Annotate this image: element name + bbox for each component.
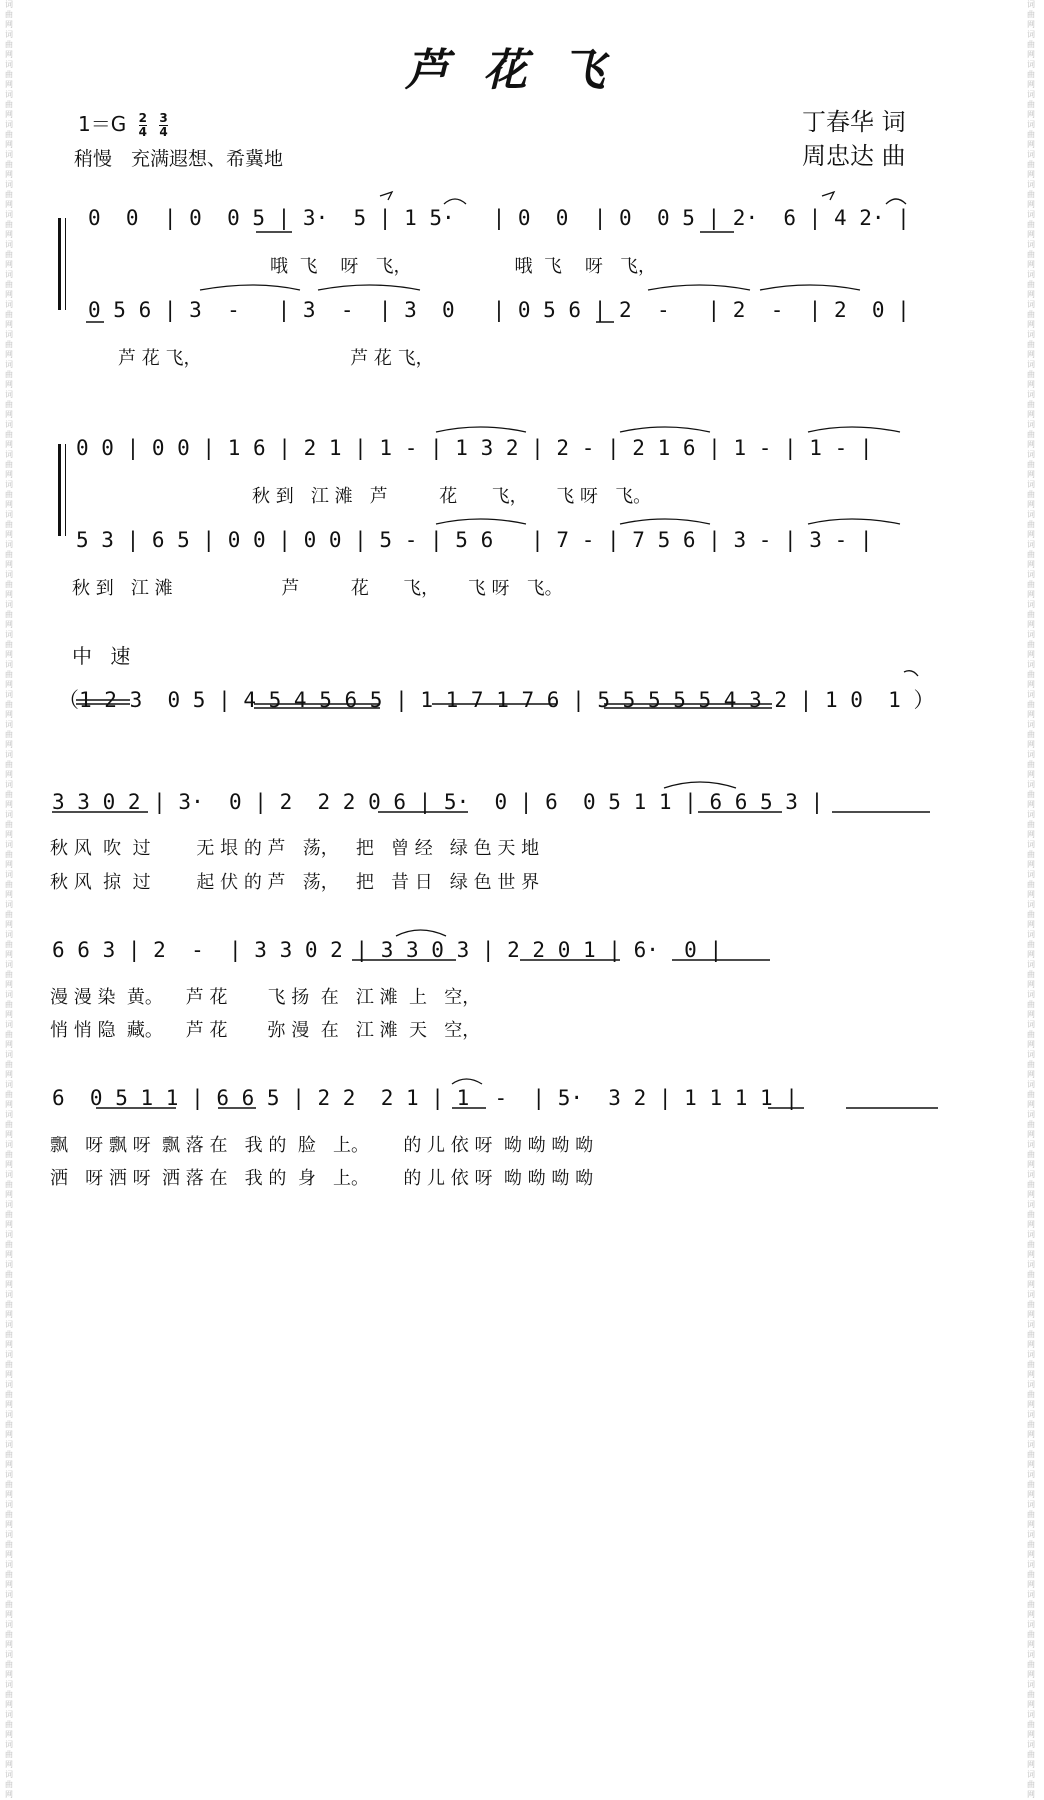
tie: [760, 285, 860, 290]
tie: [808, 519, 900, 524]
verse2-lyric1: 漫 漫 染 黄。 芦 花 飞 扬 在 江 滩 上 空，: [50, 987, 481, 1008]
tie: [318, 285, 420, 290]
tie: [200, 285, 300, 290]
watermark-right: 词曲网 词曲网 词曲网 词曲网 词曲网 词曲网 词曲网 词曲网 词曲网 词曲网 词曲网 词曲网 词曲网 词曲网 词曲网 词曲网 词曲网 词曲网 词曲网 词曲网 词曲网 词曲网 词曲网 词曲网 词曲网 词曲网 词曲网 词曲网 词曲网 词曲网 词曲网 词曲网 词曲网 词曲网 词曲网 词曲网 词曲网 词曲网 词曲网 词曲网 词曲网 词曲网 词曲网 词曲网 词曲网 词曲网 词曲网 词曲网 词曲网 词曲网 词曲网 词曲网 词曲网 词曲网 词曲网 词曲网 词曲网 词曲网 词曲网 词曲网: [1027, 0, 1035, 1799]
watermark-left: 词曲网 词曲网 词曲网 词曲网 词曲网 词曲网 词曲网 词曲网 词曲网 词曲网 词曲网 词曲网 词曲网 词曲网 词曲网 词曲网 词曲网 词曲网 词曲网 词曲网 词曲网 词曲网 词曲网 词曲网 词曲网 词曲网 词曲网 词曲网 词曲网 词曲网 词曲网 词曲网 词曲网 词曲网 词曲网 词曲网 词曲网 词曲网 词曲网 词曲网 词曲网 词曲网 词曲网 词曲网 词曲网 词曲网 词曲网 词曲网 词曲网 词曲网 词曲网 词曲网 词曲网 词曲网 词曲网 词曲网 词曲网 词曲网 词曲网 词曲网: [5, 0, 13, 1799]
slur: [452, 1079, 482, 1084]
system1-lower-notes: 0 5 6 | 3 - | 3 - | 3 0 | 0 5 6 | 2 - | 2 - | 2 0 |: [88, 298, 910, 322]
verse3-lyric1: 飘 呀 飘 呀 飘 落 在 我 的 脸 上。 的 儿 依 呀 呦 呦 呦 呦: [50, 1135, 594, 1156]
system1-upper-notes: 0 0 | 0 0 5 | 3· 5 | 1 5· | 0 0 | 0 0 5 | 2· 6 | 4 2· |: [88, 206, 910, 230]
tie: [436, 519, 526, 524]
system2-lower-lyric: 秋 到 江 滩 芦 花 飞， 飞 呀 飞。: [72, 578, 563, 599]
composer-credit: 周忠达 曲: [802, 142, 906, 170]
verse3-lyric2: 洒 呀 洒 呀 洒 落 在 我 的 身 上。 的 儿 依 呀 呦 呦 呦 呦: [50, 1168, 594, 1189]
slur: [396, 930, 446, 936]
accent-mark: [380, 192, 392, 200]
verse1-lyric2: 秋 风 掠 过 起 伏 的 芦 荡， 把 昔 日 绿 色 世 界: [50, 872, 540, 893]
tie: [808, 427, 900, 432]
system2-upper-notes: 0 0 | 0 0 | 1 6 | 2 1 | 1 - | 1 3 2 | 2 - | 2 1 6 | 1 - | 1 - |: [76, 436, 873, 460]
accent-mark: [822, 192, 834, 200]
time-sig-1: $\frac{2}{4}$: [138, 111, 147, 139]
section-tempo-label: 中 速: [72, 644, 137, 668]
system1-upper-lyric: 哦 飞 呀 飞， 哦 飞 呀 飞，: [270, 256, 656, 277]
key-label: 1＝G: [78, 112, 127, 136]
system2-upper-lyric: 秋 到 江 滩 芦 花 飞， 飞 呀 飞。: [252, 486, 652, 507]
system2-lower-notes: 5 3 | 6 5 | 0 0 | 0 0 | 5 - | 5 6 | 7 - | 7 5 6 | 3 - | 3 - |: [76, 528, 873, 552]
tie: [620, 427, 710, 432]
tie: [436, 427, 526, 432]
verse3-notes: 6 0 5 1 1 | 6 6 5 | 2 2 2 1 | 1 - | 5· 3 2 | 1 1 1 1 |: [52, 1086, 798, 1110]
tie: [648, 285, 750, 290]
slur: [886, 199, 906, 204]
verse1-notes: 3 3 0 2 | 3· 0 | 2 2 2 0 6 | 5· 0 | 6 0 5 1 1 | 6 6 5 3 |: [52, 790, 824, 814]
song-title: 芦花飞: [405, 45, 639, 96]
verse2-notes: 6 6 3 | 2 - | 3 3 0 2 | 3 3 0 3 | 2 2 0 1 | 6· 0 |: [52, 938, 723, 962]
slur: [444, 199, 466, 204]
interlude-notes: （1 2 3 0 5 | 4 5 4 5 6 5 | 1 1 7 1 7 6 | 5 5 5 5 5 4 3 2 | 1 0 1 ）: [58, 688, 935, 712]
system1-lower-lyric: 芦 花 飞， 芦 花 飞，: [118, 348, 434, 369]
accent-mark: [904, 671, 918, 676]
tie: [620, 519, 710, 524]
verse2-lyric2: 悄 悄 隐 藏。 芦 花 弥 漫 在 江 滩 天 空，: [50, 1020, 481, 1041]
tempo-expression: 稍慢 充满遐想、希冀地: [74, 148, 284, 170]
verse1-lyric1: 秋 风 吹 过 无 垠 的 芦 荡， 把 曾 经 绿 色 天 地: [50, 838, 540, 859]
lyricist-credit: 丁春华 词: [802, 108, 906, 136]
time-sig-2: $\frac{3}{4}$: [159, 111, 168, 139]
slur: [664, 782, 736, 788]
